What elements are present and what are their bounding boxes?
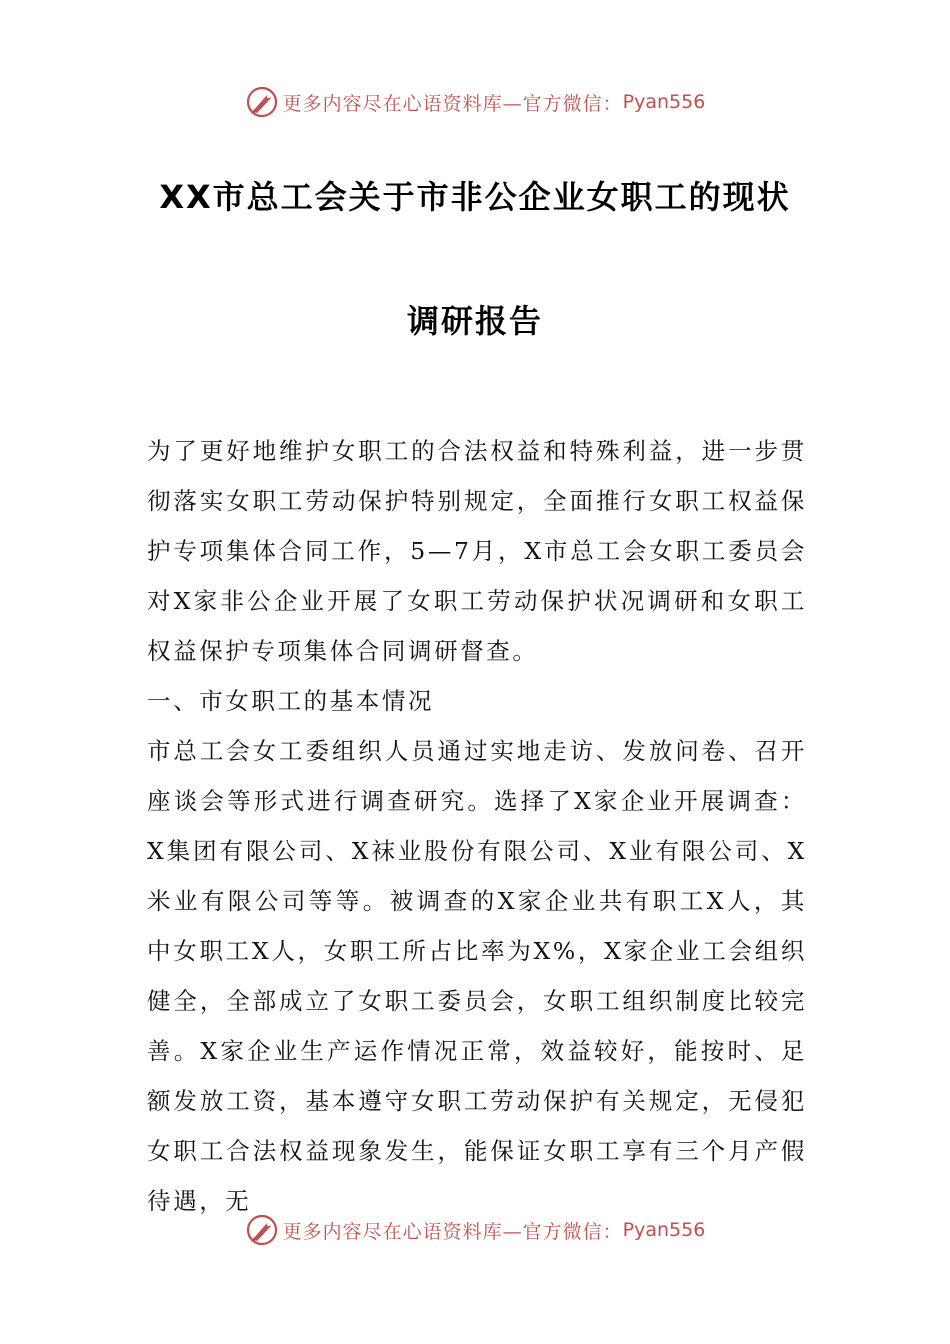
footer-watermark [0,1212,950,1248]
watermark-handle: Pyan556 [622,1219,706,1241]
section-heading: 一、市女职工的基本情况 [147,687,435,715]
intro-paragraph: 为了更好地维护女职工的合法权益和特殊利益，进一步贯彻落实女职工劳动保护特别规定，全面推行女职工权益保护专项集体合同工作，5—7月，X市总工会女职工委员会对X家非公企业开展了女职工劳动保护状况调研和女职工权益保护专项集体合同调研督查。 [147,437,807,665]
document-title: XX市总工会关于市非公企业女职工的现状 [159,178,791,216]
watermark-text: 更多内容尽在心语资料库—官方微信： [282,92,623,115]
header-watermark [0,84,950,120]
watermark-text: 更多内容尽在心语资料库—官方微信： [282,1220,623,1243]
section-paragraph: 市总工会女工委组织人员通过实地走访、发放问卷、召开座谈会等形式进行调查研究。选择了X家企业开展调查：X集团有限公司、X袜业股份有限公司、X业有限公司、X米业有限公司等等。被调查的X家企业共有职工X人，其中女职工X人，女职工所占比率为X%，X家企业工会组织健全，全部成立了女职工委员会，女职工组织制度比较完善。X家企业生产运作情况正常，效益较好，能按时、足额发放工资，基本遵守女职工劳动保护有关规定，无侵犯女职工合法权益现象发生，能保证女职工享有三个月产假待遇，无 [147,737,807,1215]
document-body [147,426,807,1226]
document-title-continued: 调研报告 [406,302,543,340]
pen-nib-logo-icon [245,1213,279,1247]
pen-nib-logo-icon [245,85,279,119]
watermark-handle: Pyan556 [622,91,706,113]
